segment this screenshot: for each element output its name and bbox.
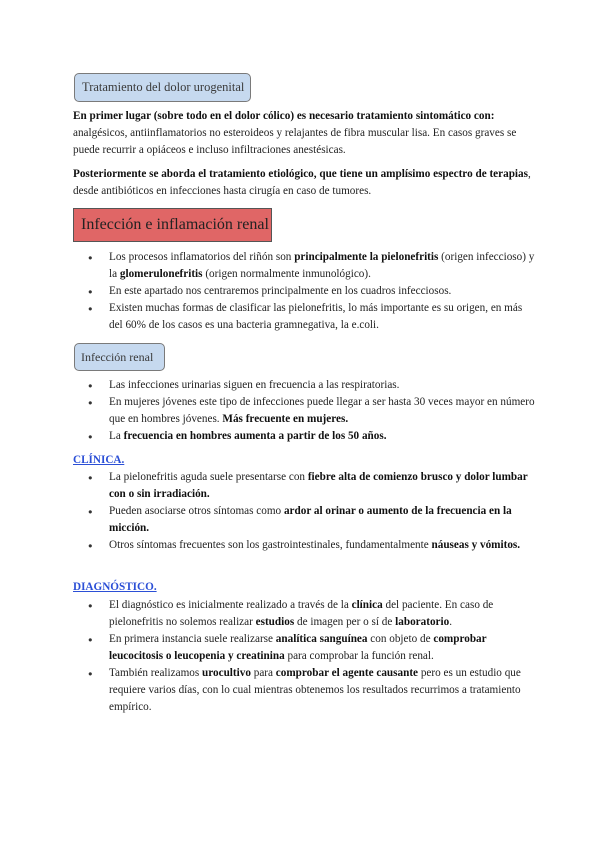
text: para — [250, 667, 276, 679]
text: Los procesos inflamatorios del riñón son — [109, 251, 295, 263]
bold-text: clínica — [351, 599, 383, 611]
bold-text: analítica sanguínea — [275, 633, 368, 645]
bold-text: estudios — [255, 616, 295, 628]
bold-text: comprobar leucocitosis o leucopenia y creatinina — [109, 633, 487, 662]
text: En mujeres jóvenes este tipo de infecciones puede llegar a ser hasta 30 veces mayor en número que en hombres jóvenes. — [109, 396, 535, 425]
text: El diagnóstico es inicialmente realizado a través de la — [109, 599, 352, 611]
bold-text: Más frecuente en mujeres. — [222, 413, 349, 425]
bullet-list-infeccion-renal — [88, 377, 538, 445]
bullet-list-diagnostico — [88, 597, 538, 716]
text: La pielonefritis aguda suele presentarse con — [109, 471, 308, 483]
bold-text: fiebre alta de comienzo brusco y dolor lumbar con o sin irradiación. — [109, 471, 528, 500]
text: Existen muchas formas de clasificar las pielonefritis, lo más importante es su origen, en más del 60% de los casos es una bacteria gramnegativa, la e.coli. — [109, 302, 523, 331]
bold-text: Posteriormente se aborda el tratamiento etiológico, que tiene un amplísimo espectro de terapias — [73, 168, 528, 180]
section-box-tratamiento: Tratamiento del dolor urogenital — [74, 73, 251, 102]
bold-text: glomerulonefritis — [119, 268, 203, 280]
bold-text: En primer lugar (sobre todo en el dolor cólico) es necesario tratamiento sintomático con: — [73, 110, 495, 122]
bold-text: frecuencia en hombres aumenta a partir de los 50 años. — [123, 430, 387, 442]
text: (origen normalmente inmunológico). — [202, 268, 371, 280]
bold-text: comprobar el agente causante — [275, 667, 419, 679]
bold-text: ardor al orinar o aumento de la frecuencia en la micción. — [109, 505, 512, 534]
bold-text: principalmente la pielonefritis — [294, 251, 439, 263]
text: También realizamos — [109, 667, 203, 679]
paragraph-tratamiento-sintomatico — [73, 108, 535, 159]
text: con objeto de — [367, 633, 434, 645]
text: de imagen per o sí de — [294, 616, 396, 628]
list-item — [88, 394, 538, 428]
text: , desde antibióticos en infecciones hasta cirugía en caso de tumores. — [73, 168, 531, 197]
list-item — [88, 537, 538, 554]
text: La — [109, 430, 124, 442]
bold-text: laboratorio — [395, 616, 450, 628]
list-item — [88, 283, 538, 300]
paragraph-tratamiento-etiologico — [73, 166, 535, 200]
bold-text: náuseas y vómitos. — [431, 539, 521, 551]
list-item — [88, 249, 538, 283]
text: . — [449, 616, 453, 628]
text: En este apartado nos centraremos principalmente en los cuadros infecciosos. — [109, 285, 452, 297]
bullet-list-clinica — [88, 469, 538, 554]
list-item — [88, 665, 538, 716]
bullet-list-inflamacion — [88, 249, 538, 334]
text: (origen infeccioso) y la — [109, 251, 535, 280]
text: para comprobar la función renal. — [284, 650, 434, 662]
text: Pueden asociarse otros síntomas como — [109, 505, 284, 517]
list-item — [88, 631, 538, 665]
heading-clinica: CLÍNICA. — [73, 454, 125, 466]
text: Otros síntomas frecuentes son los gastrointestinales, fundamentalmente — [109, 539, 432, 551]
text: pero es un estudio que requiere varios días, con lo cual mientras obtenemos los resultados recurrimos a tratamiento empírico. — [109, 667, 521, 713]
list-item — [88, 503, 538, 537]
text: Las infecciones urinarias siguen en frecuencia a las respiratorias. — [109, 379, 400, 391]
text: analgésicos, antiinflamatorios no esteroideos y relajantes de fibra muscular lisa. En casos graves se puede recurrir a opiáceos e incluso infiltraciones anestésicas. — [73, 127, 517, 156]
list-item — [88, 469, 538, 503]
list-item — [88, 377, 538, 394]
list-item — [88, 597, 538, 631]
list-item — [88, 300, 538, 334]
text: del paciente. En caso de pielonefritis no solemos realizar — [109, 599, 494, 628]
section-box-infeccion-renal: Infección renal — [74, 343, 165, 371]
bold-text: urocultivo — [202, 667, 251, 679]
text: En primera instancia suele realizarse — [109, 633, 276, 645]
section-box-infeccion-inflamacion: Infección e inflamación renal — [73, 208, 272, 242]
list-item — [88, 428, 538, 445]
heading-diagnostico: DIAGNÓSTICO. — [73, 581, 157, 593]
